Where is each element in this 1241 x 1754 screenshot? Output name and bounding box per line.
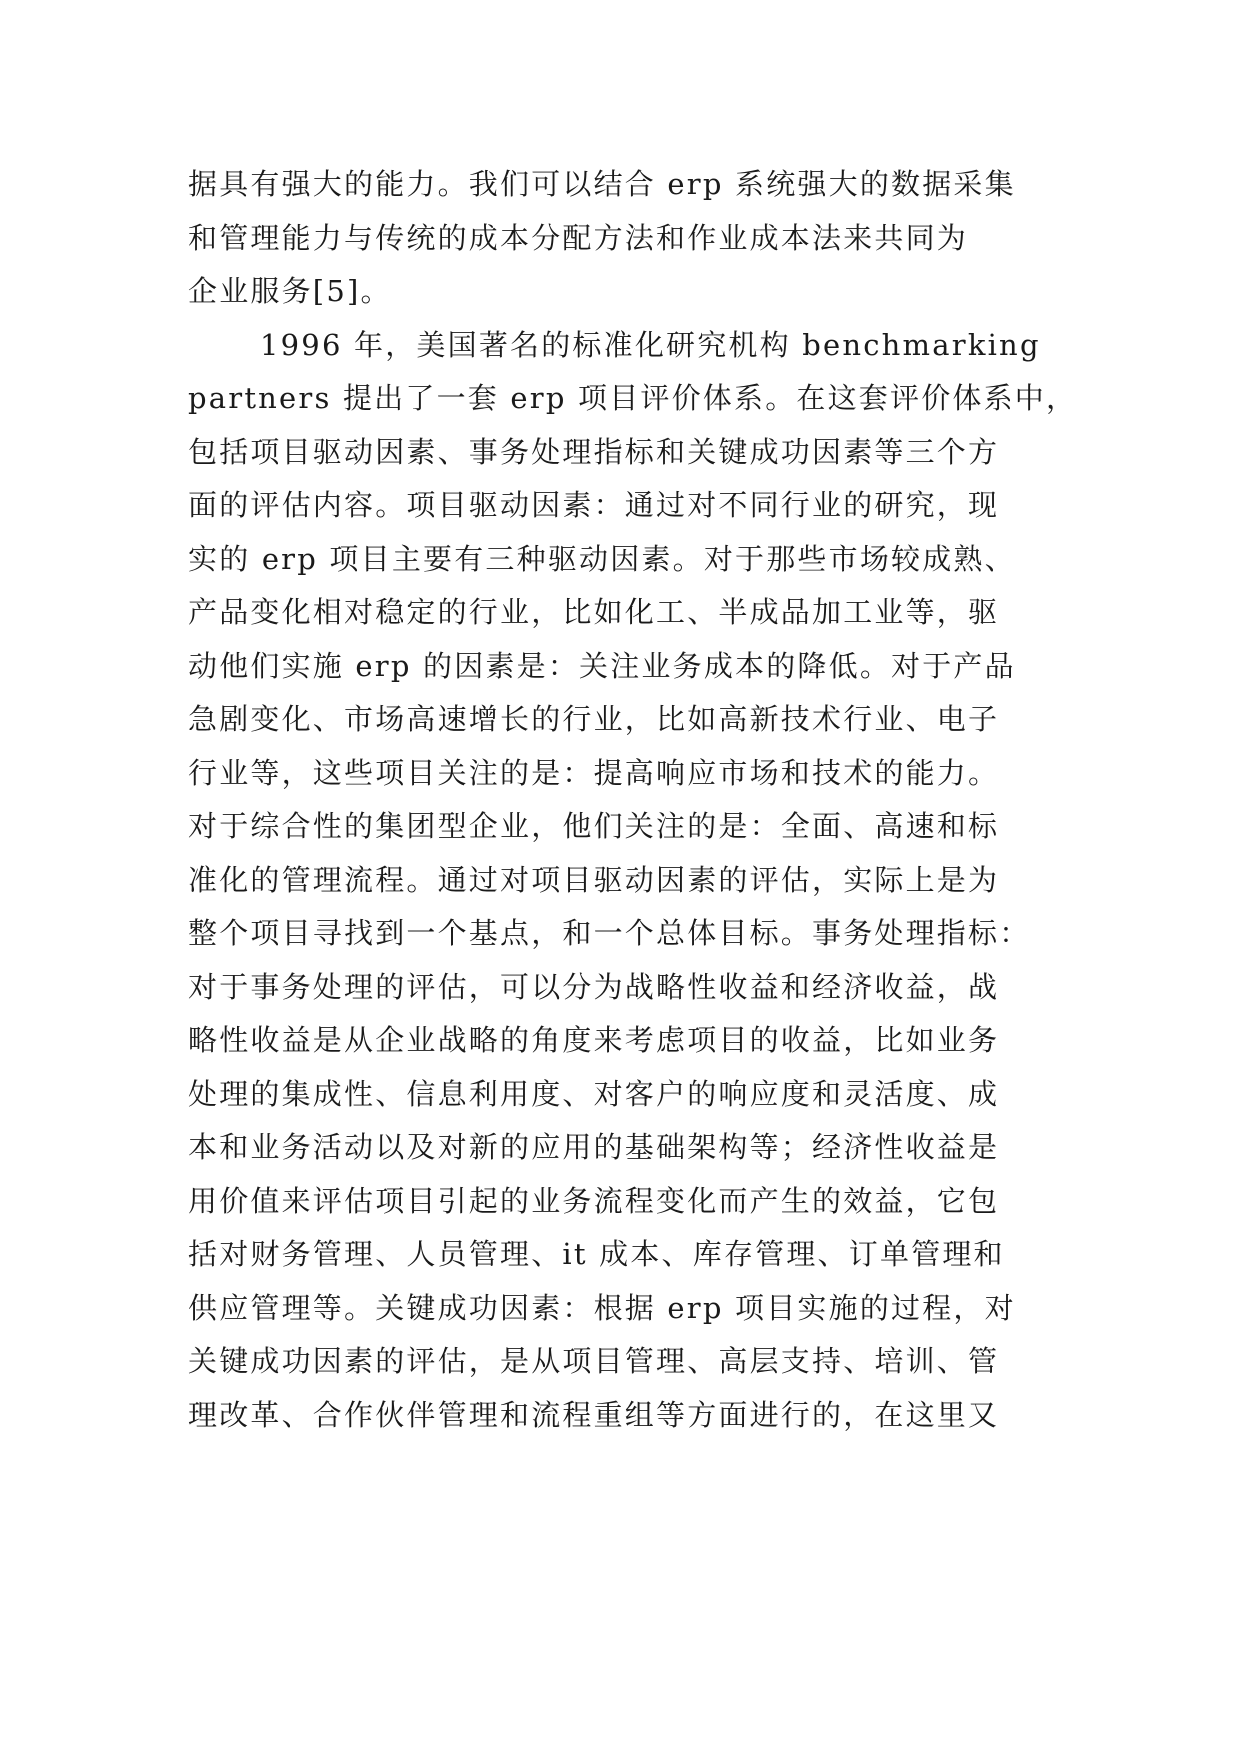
text-line: 急剧变化、市场高速增长的行业，比如高新技术行业、电子 bbox=[188, 702, 1000, 736]
body-text bbox=[188, 158, 1078, 1442]
text-line: 供应管理等。关键成功因素：根据 erp 项目实施的过程，对 bbox=[188, 1290, 1016, 1325]
text-line: 对于综合性的集团型企业，他们关注的是：全面、高速和标 bbox=[188, 809, 1000, 843]
text-line: 略性收益是从企业战略的角度来考虑项目的收益，比如业务 bbox=[188, 1023, 1000, 1057]
text-line: 关键成功因素的评估，是从项目管理、高层支持、培训、管 bbox=[188, 1344, 1000, 1378]
text-line: 包括项目驱动因素、事务处理指标和关键成功因素等三个方 bbox=[188, 434, 1000, 469]
text-line: 面的评估内容。项目驱动因素：通过对不同行业的研究，现 bbox=[188, 488, 1000, 522]
text-line: 理改革、合作伙伴管理和流程重组等方面进行的，在这里又 bbox=[188, 1397, 1000, 1432]
text-line: 括对财务管理、人员管理、it 成本、库存管理、订单管理和 bbox=[188, 1237, 1005, 1271]
text-line: 整个项目寻找到一个基点，和一个总体目标。事务处理指标： bbox=[188, 916, 1031, 950]
text-line: 对于事务处理的评估，可以分为战略性收益和经济收益，战 bbox=[188, 969, 1000, 1004]
text-line: 本和业务活动以及对新的应用的基础架构等；经济性收益是 bbox=[188, 1130, 1000, 1164]
text-line: 行业等，这些项目关注的是：提高响应市场和技术的能力。 bbox=[188, 755, 1000, 790]
text-line: partners 提出了一套 erp 项目评价体系。在这套评价体系中， bbox=[188, 381, 1078, 415]
text-line: 动他们实施 erp 的因素是：关注业务成本的降低。对于产品 bbox=[188, 648, 1016, 683]
text-line: 处理的集成性、信息利用度、对客户的响应度和灵活度、成 bbox=[188, 1076, 1000, 1111]
text-line: 产品变化相对稳定的行业，比如化工、半成品加工业等，驱 bbox=[188, 595, 1000, 629]
paragraph-first-line: 1996 年，美国著名的标准化研究机构 benchmarking bbox=[260, 327, 1041, 362]
text-line: 用价值来评估项目引起的业务流程变化而产生的效益，它包 bbox=[188, 1183, 1000, 1218]
text-line: 企业服务[5]。 bbox=[188, 274, 392, 308]
text-line: 据具有强大的能力。我们可以结合 erp 系统强大的数据采集 bbox=[188, 167, 1016, 201]
text-line: 实的 erp 项目主要有三种驱动因素。对于那些市场较成熟、 bbox=[188, 541, 1016, 576]
text-line: 准化的管理流程。通过对项目驱动因素的评估，实际上是为 bbox=[188, 862, 1000, 897]
text-line: 和管理能力与传统的成本分配方法和作业成本法来共同为 bbox=[188, 220, 969, 255]
